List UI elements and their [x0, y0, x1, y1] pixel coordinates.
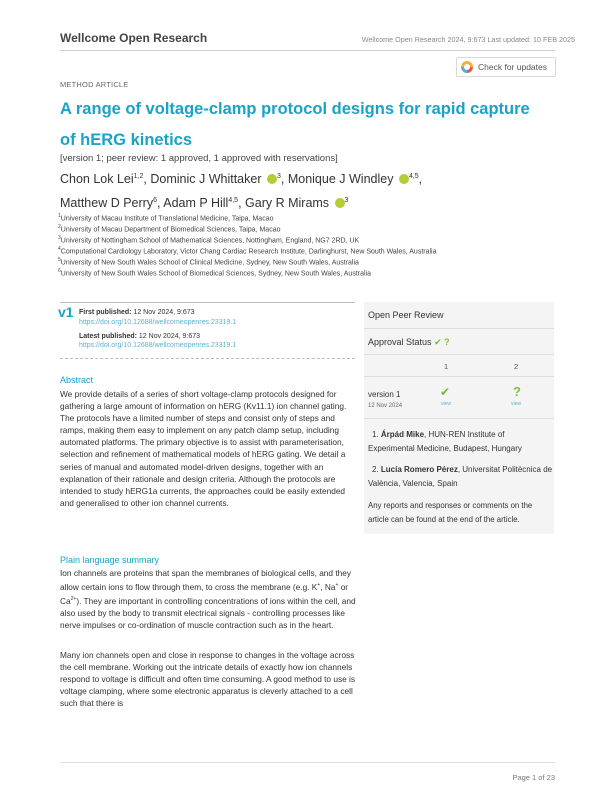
orcid-icon[interactable] — [267, 174, 277, 184]
reservations-question-icon: ? — [513, 384, 521, 399]
title-line-1: A range of voltage-clamp protocol designs for rapid capture — [60, 100, 530, 118]
reviewer-column-2: 2 — [514, 362, 519, 371]
affiliation: $^2$University of Macau Department of Biomedical Sciences, Taipa, Macao — [58, 224, 281, 234]
peer-review-note: Any reports and responses or comments on the article can be found at the end of the article. — [368, 501, 533, 524]
orcid-icon[interactable] — [399, 174, 409, 184]
check-for-updates-label: Check for updates — [478, 62, 547, 72]
journal-name: Wellcome Open Research — [60, 31, 208, 45]
header-divider — [60, 50, 555, 51]
approval-status: Approval Status ✔ ? — [368, 337, 450, 347]
article-title — [60, 94, 580, 156]
abstract-heading: Abstract — [60, 375, 94, 385]
affiliation: $^1$University of Macau Institute of Translational Medicine, Taipa, Macao — [58, 213, 274, 223]
panel-divider — [364, 376, 554, 377]
author[interactable]: Gary R Mirams $^3$ — [245, 196, 349, 211]
reviewer-name[interactable]: Lucía Romero Pérez — [380, 465, 458, 474]
reviewer-column-1: 1 — [444, 362, 449, 371]
version-note: [version 1; peer review: 1 approved, 1 approved with reservations] — [60, 153, 338, 164]
peer-review-title: Open Peer Review — [368, 310, 444, 320]
version-row-label: version 1 — [368, 390, 401, 399]
crossmark-icon — [461, 61, 473, 73]
first-published: First published: 12 Nov 2024, 9:673 — [79, 309, 195, 316]
panel-divider — [364, 328, 554, 329]
author[interactable]: Matthew D Perry$^6$ — [60, 196, 157, 211]
view-report-link[interactable]: view — [441, 401, 452, 407]
author[interactable]: Adam P Hill$^{4,5}$ — [163, 196, 239, 211]
latest-published: Latest published: 12 Nov 2024, 9:673 — [79, 333, 201, 340]
author[interactable]: Chon Lok Lei$^{1,2}$ — [60, 172, 144, 187]
affiliation: $^3$University of Nottingham School of Mathematical Sciences, Nottingham, England, NG7 2RD, UK — [58, 235, 360, 245]
article-type: METHOD ARTICLE — [60, 80, 129, 89]
affiliation: $^4$Computational Cardiology Laboratory, Victor Chang Cardiac Research Institute, Darlinghurst, New South Wales, Australia — [58, 246, 437, 256]
page-number: Page 1 of 23 — [512, 773, 555, 782]
affiliation: $^6$University of New South Wales School of Biomedical Sciences, Sydney, New South Wales, Australia — [58, 268, 371, 278]
reviewer-entry: 1. Árpád Mike, HUN-REN Institute of Experimental Medicine, Budapest, Hungary — [368, 430, 522, 453]
author-list: Chon Lok Lei$^{1,2}$, Dominic J Whittaker $^3$, Monique J Windley $^{4,5}$, Matthew D Perry$^6$, Adam P Hill$^{4,5}$, Gary R Mirams $^3$ — [60, 172, 423, 211]
panel-divider — [364, 418, 554, 419]
check-for-updates-button[interactable] — [456, 57, 556, 77]
abstract-text: We provide details of a series of short voltage-clamp protocols designed for gathering a large amount of information on hERG (Kv11.1) ion channel gating. The protocols have a limited number of steps and consist only of steps and ramps, making them easy to implement on any patch clamp setup, including automated platforms. The primary objective is to assist with parameterisation, selection and refinement of mathematical models of hERG gating. We detail a series of manual and automated model-driven designs, together with an explanation of their rationale and design criteria. Although the protocols are intended to study hERG1a currents, the approaches could be easily extended and generalised to other ion channel currents. — [60, 389, 347, 508]
version-badge: v1 — [58, 304, 74, 320]
plain-summary-heading: Plain language summary — [60, 555, 160, 565]
latest-doi-link[interactable]: https://doi.org/10.12688/wellcomeopenres.23319.1 — [79, 342, 237, 349]
orcid-icon[interactable] — [335, 198, 345, 208]
title-line-2: of hERG kinetics — [60, 131, 193, 149]
panel-divider — [364, 354, 554, 355]
plain-summary-paragraph-2: Many ion channels open and close in response to changes in the voltage across the cell membrane. Working out the intricate details of exactly how ion channels respond to voltage is difficult and often time consuming. A good method to use is voltage clamping, where some electronic apparatus is cleverly attached to a cell such that there is — [60, 650, 356, 709]
approved-check-icon: ✔ — [440, 385, 451, 399]
view-report-link[interactable]: view — [511, 401, 522, 407]
footer-divider — [60, 762, 555, 763]
first-doi-link[interactable]: https://doi.org/10.12688/wellcomeopenres.23319.1 — [79, 319, 237, 326]
section-divider — [60, 302, 355, 303]
approved-check-icon: ✔ — [434, 337, 442, 347]
dashed-divider — [60, 358, 355, 359]
reservations-question-icon: ? — [444, 337, 450, 347]
plain-summary-paragraph-1: Ion channels are proteins that span the membranes of biological cells, and they allow certain ions to flow through them, to cross the membrane (e.g. K+, Na+ or $Ca^{2+}$). They are important in controlling concentrations of ions within the cell, and also used by the body to transmit electrical signals - controlling processes like nerve impulses or co-ordination of muscle contraction such as in the heart. — [60, 568, 356, 630]
author[interactable]: Monique J Windley $^{4,5}$ — [287, 172, 419, 187]
author[interactable]: Dominic J Whittaker $^3$ — [150, 172, 281, 187]
reviewer-name[interactable]: Árpád Mike — [380, 430, 425, 439]
version-row-date: 12 Nov 2024 — [368, 403, 403, 409]
citation-line: Wellcome Open Research 2024, 9:673 Last updated: 10 FEB 2025 — [361, 35, 575, 44]
affiliation: $^5$University of New South Wales School of Clinical Medicine, Sydney, New South Wales, Australia — [58, 257, 359, 267]
reviewer-entry: 2. Lucía Romero Pérez, Universitat Politècnica de València, Valencia, Spain — [368, 465, 553, 488]
